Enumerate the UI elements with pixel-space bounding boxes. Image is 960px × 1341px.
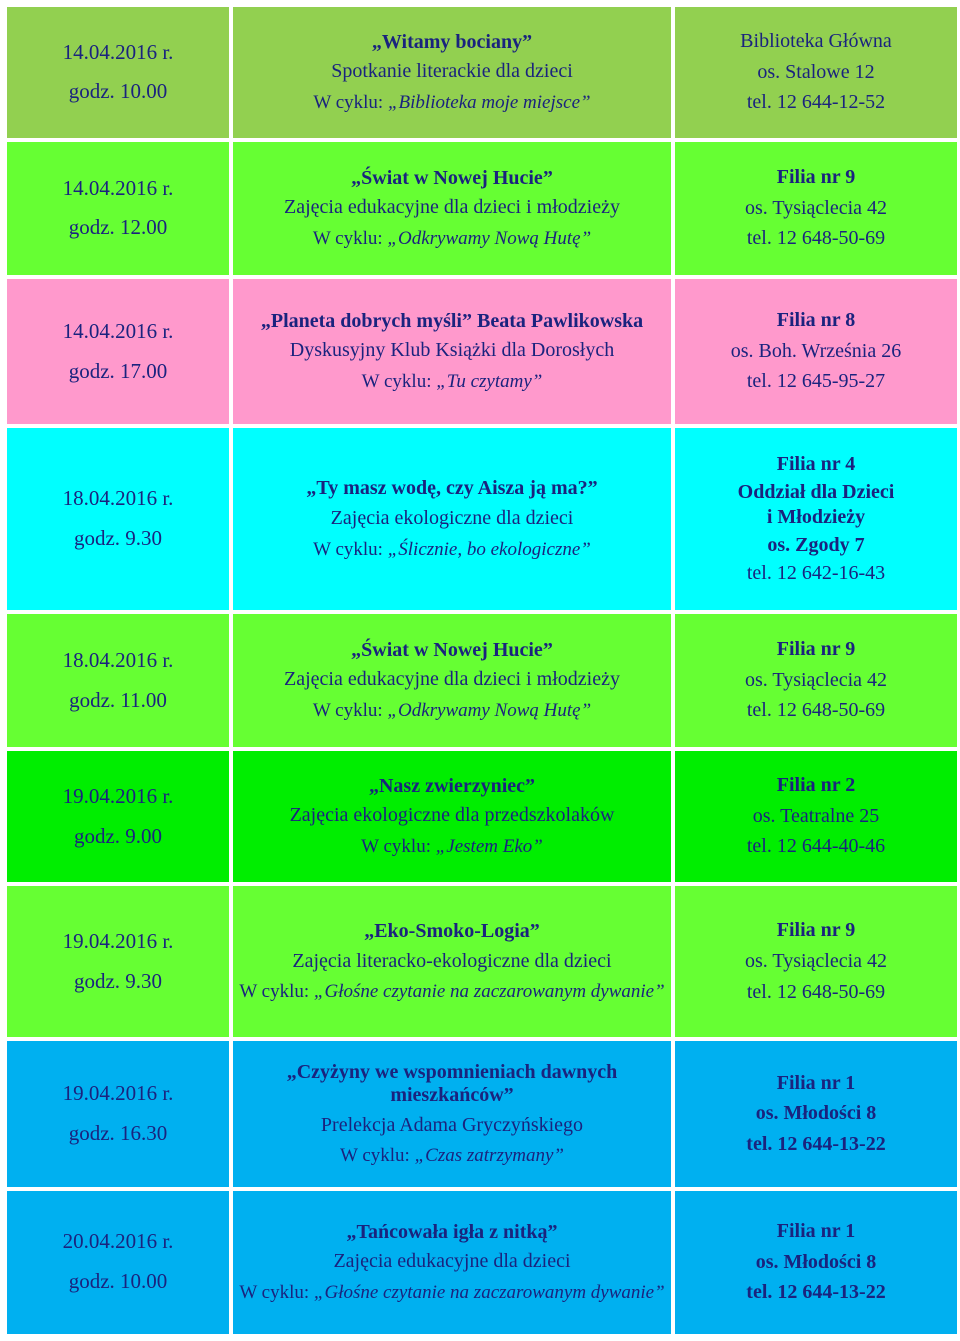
event-date: 18.04.2016 r. bbox=[62, 647, 174, 672]
event-date: 14.04.2016 r. bbox=[62, 175, 174, 200]
cycle-prefix: W cyklu: bbox=[312, 227, 388, 249]
event-cycle bbox=[239, 700, 665, 722]
cycle-prefix: W cyklu: bbox=[313, 538, 388, 560]
event-place-cell bbox=[675, 886, 957, 1037]
event-type: Zajęcia edukacyjne dla dzieci bbox=[333, 1250, 571, 1273]
place-address: os. Zgody 7 bbox=[767, 533, 865, 556]
place-phone: tel. 12 648-50-69 bbox=[746, 699, 886, 722]
event-type: Spotkanie literackie dla dzieci bbox=[331, 60, 573, 83]
event-cycle bbox=[239, 1282, 665, 1304]
place-phone: tel. 12 644-13-22 bbox=[746, 1132, 886, 1155]
event-info-cell bbox=[233, 751, 671, 882]
place-name: Filia nr 2 bbox=[776, 774, 856, 797]
cycle-name: „Czas zatrzymany” bbox=[414, 1145, 564, 1167]
cycle-prefix: W cyklu: bbox=[313, 91, 388, 113]
table-row bbox=[7, 7, 957, 138]
place-name: Filia nr 1 bbox=[776, 1219, 856, 1242]
event-date-cell bbox=[7, 428, 229, 610]
place-address: os. Tysiąclecia 42 bbox=[744, 668, 888, 691]
place-name: Filia nr 9 bbox=[776, 166, 856, 189]
place-address: os. Młodości 8 bbox=[755, 1102, 877, 1125]
table-row bbox=[7, 279, 957, 424]
event-date: 14.04.2016 r. bbox=[62, 318, 174, 343]
place-name: Filia nr 4 bbox=[776, 453, 856, 476]
event-date: 19.04.2016 r. bbox=[62, 783, 174, 808]
event-info-cell bbox=[233, 886, 671, 1037]
cycle-name: „Odkrywamy Nową Hutę” bbox=[387, 227, 592, 249]
event-time: godz. 16.30 bbox=[68, 1121, 168, 1146]
event-title: „Świat w Nowej Hucie” bbox=[351, 166, 553, 189]
event-cycle bbox=[239, 981, 665, 1003]
event-title: „Eko-Smoko-Logia” bbox=[364, 919, 540, 942]
event-time: godz. 9.00 bbox=[73, 823, 163, 848]
event-place-cell bbox=[675, 142, 957, 275]
place-phone: tel. 12 645-95-27 bbox=[746, 370, 886, 393]
place-phone: tel. 12 644-12-52 bbox=[746, 91, 886, 114]
place-name: Filia nr 9 bbox=[776, 638, 856, 661]
event-time: godz. 17.00 bbox=[68, 358, 168, 383]
cycle-name: „Głośne czytanie na zaczarowanym dywanie” bbox=[313, 1281, 665, 1303]
event-date: 19.04.2016 r. bbox=[62, 1081, 174, 1106]
cycle-prefix: W cyklu: bbox=[361, 370, 437, 392]
event-place-cell bbox=[675, 7, 957, 138]
cycle-prefix: W cyklu: bbox=[340, 1145, 415, 1167]
place-phone: tel. 12 648-50-69 bbox=[746, 227, 886, 250]
event-date-cell bbox=[7, 7, 229, 138]
event-date-cell bbox=[7, 886, 229, 1037]
cycle-prefix: W cyklu: bbox=[361, 836, 436, 858]
event-info-cell bbox=[233, 1191, 671, 1334]
table-row bbox=[7, 614, 957, 747]
place-name: Filia nr 1 bbox=[776, 1071, 856, 1094]
event-time: godz. 12.00 bbox=[68, 215, 168, 240]
place-phone: tel. 12 644-40-46 bbox=[746, 835, 886, 858]
place-address: os. Tysiąclecia 42 bbox=[744, 196, 888, 219]
cycle-prefix: W cyklu: bbox=[239, 981, 314, 1003]
place-department-2: i Młodzieży bbox=[766, 506, 866, 529]
event-info-cell bbox=[233, 1041, 671, 1186]
event-type: Prelekcja Adama Gryczyńskiego bbox=[320, 1113, 584, 1136]
event-date-cell bbox=[7, 1041, 229, 1186]
event-place-cell bbox=[675, 279, 957, 424]
event-type: Zajęcia literacko-ekologiczne dla dzieci bbox=[292, 949, 612, 972]
event-title: „Planeta dobrych myśli” Beata Pawlikowska bbox=[260, 309, 644, 332]
place-name: Filia nr 9 bbox=[776, 919, 856, 942]
place-department: Oddział dla Dzieci bbox=[737, 480, 895, 503]
event-date: 19.04.2016 r. bbox=[62, 928, 174, 953]
place-address: os. Tysiąclecia 42 bbox=[744, 949, 888, 972]
event-cycle bbox=[239, 228, 665, 250]
event-info-cell bbox=[233, 614, 671, 747]
event-time: godz. 9.30 bbox=[73, 526, 163, 551]
event-type: Zajęcia ekologiczne dla przedszkolaków bbox=[289, 804, 615, 827]
event-info-cell bbox=[233, 428, 671, 610]
cycle-name: „Głośne czytanie na zaczarowanym dywanie” bbox=[313, 981, 665, 1003]
events-table bbox=[3, 3, 960, 1338]
place-address: os. Teatralne 25 bbox=[752, 804, 880, 827]
table-row bbox=[7, 886, 957, 1037]
place-phone: tel. 12 648-50-69 bbox=[746, 980, 886, 1003]
place-address: os. Młodości 8 bbox=[755, 1250, 877, 1273]
event-title: „Nasz zwierzyniec” bbox=[368, 774, 536, 797]
table-row bbox=[7, 428, 957, 610]
cycle-prefix: W cyklu: bbox=[312, 700, 388, 722]
place-phone: tel. 12 644-13-22 bbox=[746, 1281, 886, 1304]
place-phone: tel. 12 642-16-43 bbox=[746, 561, 886, 584]
event-cycle bbox=[239, 539, 665, 561]
cycle-prefix: W cyklu: bbox=[239, 1281, 314, 1303]
table-row bbox=[7, 1191, 957, 1334]
event-info-cell bbox=[233, 7, 671, 138]
event-cycle bbox=[239, 836, 665, 858]
event-place-cell bbox=[675, 614, 957, 747]
place-address: os. Boh. Września 26 bbox=[730, 339, 902, 362]
cycle-name: „Odkrywamy Nową Hutę” bbox=[387, 700, 592, 722]
event-date: 14.04.2016 r. bbox=[62, 39, 174, 64]
event-type: Dyskusyjny Klub Książki dla Dorosłych bbox=[289, 339, 615, 362]
place-name: Filia nr 8 bbox=[776, 309, 856, 332]
event-date-cell bbox=[7, 279, 229, 424]
event-info-cell bbox=[233, 142, 671, 275]
event-cycle bbox=[239, 1145, 665, 1167]
event-time: godz. 9.30 bbox=[73, 968, 163, 993]
event-date-cell bbox=[7, 614, 229, 747]
event-date-cell bbox=[7, 1191, 229, 1334]
event-place-cell bbox=[675, 751, 957, 882]
table-row bbox=[7, 1041, 957, 1186]
table-row bbox=[7, 751, 957, 882]
cycle-name: „Ślicznie, bo ekologiczne” bbox=[387, 538, 591, 560]
event-date-cell bbox=[7, 751, 229, 882]
event-date: 18.04.2016 r. bbox=[62, 486, 174, 511]
event-time: godz. 10.00 bbox=[68, 79, 168, 104]
event-type: Zajęcia edukacyjne dla dzieci i młodzieży bbox=[284, 668, 620, 691]
event-place-cell bbox=[675, 428, 957, 610]
event-title: „Ty masz wodę, czy Aisza ją ma?” bbox=[306, 477, 598, 500]
place-name: Biblioteka Główna bbox=[740, 30, 892, 53]
event-cycle bbox=[239, 92, 665, 114]
place-address: os. Stalowe 12 bbox=[757, 60, 875, 83]
event-title: „Witamy bociany” bbox=[371, 30, 533, 53]
table-row bbox=[7, 142, 957, 275]
event-title: „Świat w Nowej Hucie” bbox=[351, 638, 553, 661]
cycle-name: „Tu czytamy” bbox=[436, 370, 543, 392]
cycle-name: „Biblioteka moje miejsce” bbox=[387, 91, 591, 113]
event-info-cell bbox=[233, 279, 671, 424]
event-cycle bbox=[239, 371, 665, 393]
event-date: 20.04.2016 r. bbox=[62, 1229, 174, 1254]
event-place-cell bbox=[675, 1191, 957, 1334]
cycle-name: „Jestem Eko” bbox=[435, 836, 543, 858]
event-type: Zajęcia edukacyjne dla dzieci i młodzieży bbox=[284, 196, 620, 219]
event-place-cell bbox=[675, 1041, 957, 1186]
event-title: „Czyżyny we wspomnieniach dawnych mieszkańców” bbox=[286, 1060, 618, 1107]
event-time: godz. 10.00 bbox=[68, 1269, 168, 1294]
event-type: Zajęcia ekologiczne dla dzieci bbox=[330, 506, 574, 529]
event-date-cell bbox=[7, 142, 229, 275]
event-title: „Tańcowała igła z nitką” bbox=[346, 1220, 558, 1243]
event-time: godz. 11.00 bbox=[69, 687, 167, 712]
